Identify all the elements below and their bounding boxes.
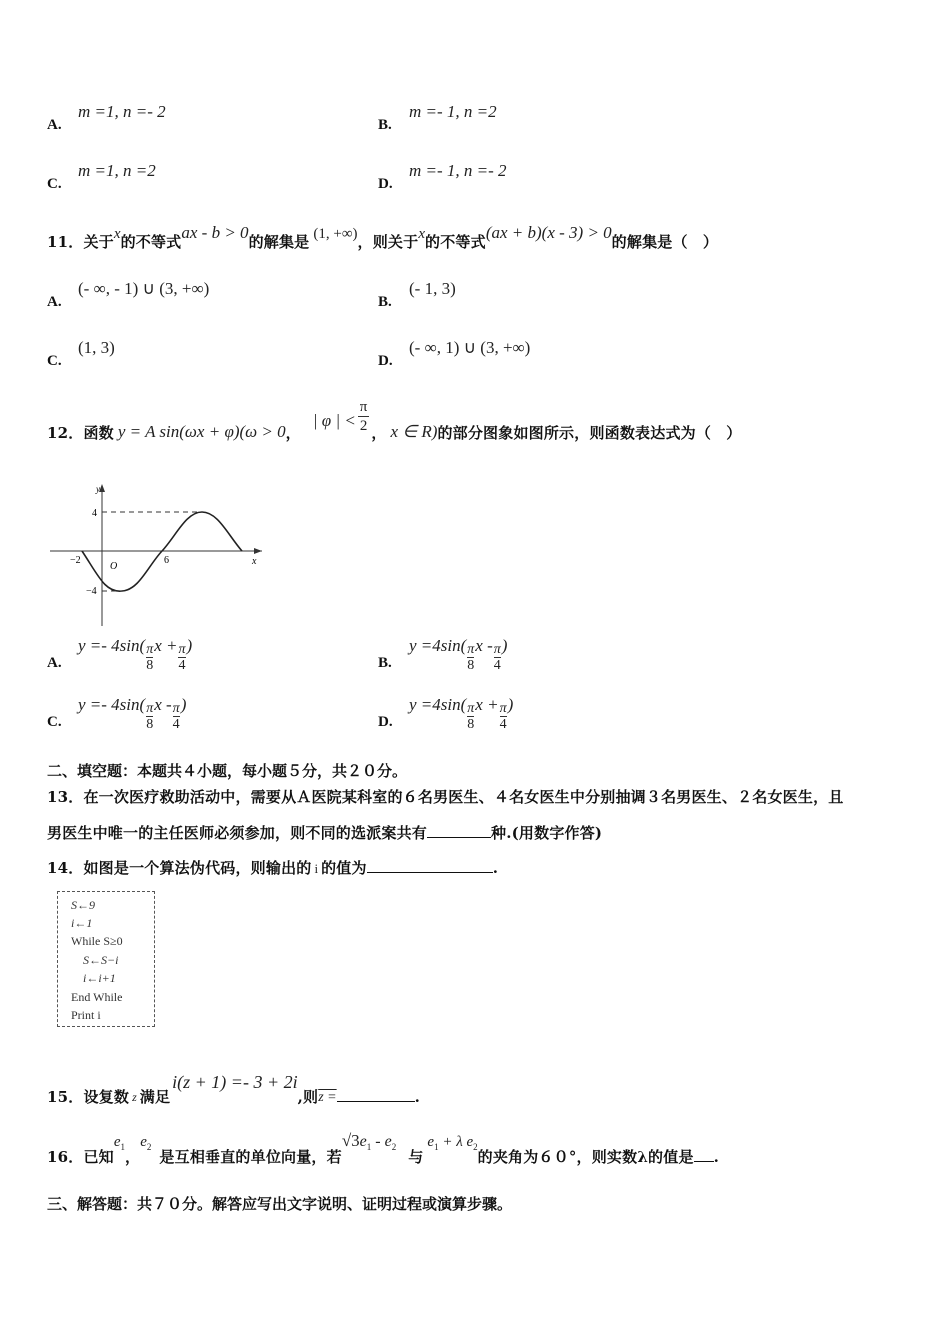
q12-d-f1d: 8 [467,717,475,732]
q15-var-z: z [132,1090,137,1104]
q11-number: 11． [47,233,84,251]
q12-domain: x ∈ R) [390,422,438,441]
q16-e1: e [113,1134,121,1150]
code-line-3: While S≥0 [71,934,123,948]
q14-answer-blank[interactable] [367,858,493,873]
q11-text-1: 关于 [83,233,114,251]
code-line-7: Print i [71,1008,101,1022]
q11-option-b-expr: (- 1, 3) [409,279,456,298]
q11-option-c-expr: (1, 3) [78,338,115,357]
q11-stem [47,222,718,252]
q12-b-prefix: y =4sin( [409,636,467,655]
graph-x-arrow-icon [254,548,262,554]
q12-c-f1n: π [146,701,154,716]
code-line-5: i←i+1 [83,971,116,985]
q13-answer-blank[interactable] [427,823,491,838]
q13-line-1: 13．在一次医疗救助活动中，需要从Ａ医院某科室的６名男医生、４名女医生中分别抽调３名男医生、２名女医生，且 [47,788,844,806]
q16-expr1-sub2: 2 [391,1142,397,1153]
q10-option-a-expr: m =1, n =- 2 [78,102,166,121]
q14-text-3: . [492,859,499,877]
q16-expr2-sub1: 1 [434,1142,439,1153]
q12-c-end: ) [180,695,187,714]
q12-option-a-label: A. [47,655,62,671]
graph-y-tick-top: 4 [92,508,97,519]
q16-comma: ， [125,1148,141,1166]
q11-option-a-label: A. [47,294,62,310]
q12-d-frac-2 [500,701,507,733]
q16-expr1-sub1: 1 [366,1142,372,1153]
q12-option-b-label: B. [378,655,392,671]
q14-stem [47,857,498,878]
q15-stem [47,1072,420,1104]
q15-text-4: . [414,1088,421,1106]
q16-answer-blank[interactable] [694,1147,714,1162]
q15-answer-blank[interactable] [337,1087,415,1102]
q12-a-end: ) [186,636,193,655]
q12-option-d-label: D. [378,714,393,730]
q12-a-mid: x + [154,636,178,655]
q15-text-1: 15．设复数 [47,1088,130,1106]
graph-y-tick-bottom: −4 [86,586,97,597]
q12-d-f2n: π [499,701,507,716]
q16-text-2: 是互相垂直的单位向量，若 [159,1148,342,1166]
q12-pi: π [359,399,368,415]
q12-c-frac-1 [146,701,153,733]
q12-d-mid: x + [475,695,499,714]
q16-e1-sub: 1 [120,1142,126,1153]
q12-sine-graph [50,480,268,630]
graph-x-label: x [252,556,257,567]
q15-zbar: z = [318,1090,337,1105]
q11-text-2: 的不等式 [120,233,182,251]
q12-b-frac-1 [467,642,474,674]
q12-c-f1d: 8 [146,717,154,732]
q11-text-5: 的不等式 [425,233,486,251]
q14-text-2: 的值为 [321,859,367,877]
q10-option-b-expr: m =- 1, n =2 [409,102,497,121]
q16-stem [47,1130,719,1164]
q11-text-3: 的解集是 [248,233,310,251]
q16-expr2-plus-lambda-e: + λ e [438,1134,474,1150]
q12-b-f2n: π [493,642,501,657]
q12-b-f1d: 8 [467,658,475,673]
q12-b-mid: x - [475,636,493,655]
q12-number: 12． [47,424,84,442]
q16-text-3: 与 [408,1148,424,1166]
q11-option-d-expr: (- ∞, 1) ∪ (3, +∞) [409,338,531,357]
q12-c-mid: x - [154,695,172,714]
q12-b-f2d: 4 [493,658,501,673]
section-2-heading: 二、填空题：本题共４小题，每小题５分，共２０分。 [47,762,408,780]
q12-a-f2n: π [178,642,186,657]
q15-text-2: 满足 [139,1088,171,1106]
q16-e2: e [140,1134,147,1150]
q14-text-1: 14．如图是一个算法伪代码，则输出的 [47,859,312,877]
q11-inequality-1: ax - b > 0 [181,223,249,242]
q16-expr2-sub2: 2 [473,1142,478,1153]
q11-text-4: ，则关于 [357,233,419,251]
q16-sqrt3: √3 [341,1131,360,1150]
q12-b-f1n: π [467,642,475,657]
section-3-heading: 三、解答题：共７０分。解答应写出文字说明、证明过程或演算步骤。 [47,1195,513,1213]
q11-inequality-2: (ax + b)(x - 3) > 0 [485,223,612,242]
q15-equation: i(z + 1) =- 3 + 2i [172,1072,298,1092]
q13-text-b: 种.(用数字作答) [491,824,603,842]
graph-x-tick-left: −2 [70,555,81,566]
q12-c-f2d: 4 [172,717,180,732]
graph-sine-curve [82,512,242,591]
q12-d-end: ) [507,695,514,714]
q16-text-5: . [713,1148,720,1166]
q10-option-c-label: C. [47,176,62,192]
q12-b-end: ) [501,636,508,655]
q13-text-a: 男医生中唯一的主任医师必须参加，则不同的选派案共有 [47,824,428,842]
q16-e2-sub: 2 [146,1142,152,1153]
code-line-4: S←S−i [83,953,119,967]
q12-text-2: 的部分图象如图所示，则函数表达式为（ ） [437,424,742,442]
q16-text-4: 的夹角为６０°，则实数λ的值是 [477,1148,694,1166]
q12-comma-1: ， [285,424,301,442]
q12-a-f1d: 8 [146,658,154,673]
q10-option-c-expr: m =1, n =2 [78,161,156,180]
code-line-6: End While [71,990,123,1004]
q11-var-x-1: x [113,226,121,242]
q16-expr1-minus-e: - e [371,1133,392,1150]
q14-pseudocode-box [57,891,155,1027]
code-line-1: S←9 [71,898,95,912]
q11-option-c-label: C. [47,353,62,369]
q12-a-f1n: π [146,642,154,657]
q10-option-d-expr: m =- 1, n =- 2 [409,161,507,180]
q12-pi-over-2 [358,398,370,435]
q16-text-1: 16．已知 [47,1148,114,1166]
q12-d-f1n: π [467,701,475,716]
q12-d-prefix: y =4sin( [409,695,467,714]
q12-option-c-label: C. [47,714,62,730]
q10-option-b-label: B. [378,117,392,133]
graph-origin-label: O [110,561,118,572]
q12-a-frac-1 [146,642,153,674]
q12-a-prefix: y =- 4sin( [78,636,146,655]
q11-option-a-expr: (- ∞, - 1) ∪ (3, +∞) [78,279,210,298]
q11-var-x-2: x [418,226,426,242]
graph-y-label: y [96,484,100,494]
q11-text-6: 的解集是（ ） [611,233,719,251]
q12-two: 2 [359,418,368,434]
q12-phi-condition: | φ | < [312,411,356,430]
q12-a-frac-2 [178,642,185,674]
q12-b-frac-2 [494,642,501,674]
q12-option-b-expr [409,636,508,674]
graph-x-tick-mid: 6 [164,555,169,566]
q13-line-2 [47,822,602,843]
q12-d-frac-1 [467,701,474,733]
q12-comma-2: ， [371,424,387,442]
q10-option-a-label: A. [47,117,62,133]
q12-option-c-expr [78,695,187,733]
q12-a-f2d: 4 [178,658,186,673]
q16-expr1-e: e [359,1133,367,1150]
q11-option-b-label: B. [378,294,392,310]
q12-d-f2d: 4 [499,717,507,732]
q12-stem [47,400,741,446]
q11-solution-set: (1, +∞) [313,226,358,242]
q16-expr2-e: e [427,1134,435,1150]
q12-c-frac-2 [173,701,180,733]
q14-var-i: i [314,861,319,876]
q12-option-d-expr [409,695,514,733]
code-line-2: i←1 [71,916,93,930]
q12-text-1: 函数 [83,424,114,442]
q12-c-f2n: π [172,701,180,716]
q10-option-d-label: D. [378,176,393,192]
q12-function: y = A sin(ωx + φ)(ω > 0 [117,422,286,441]
q12-option-a-expr [78,636,193,674]
q11-option-d-label: D. [378,353,393,369]
q12-c-prefix: y =- 4sin( [78,695,146,714]
q15-text-3: ,则 [297,1088,319,1106]
